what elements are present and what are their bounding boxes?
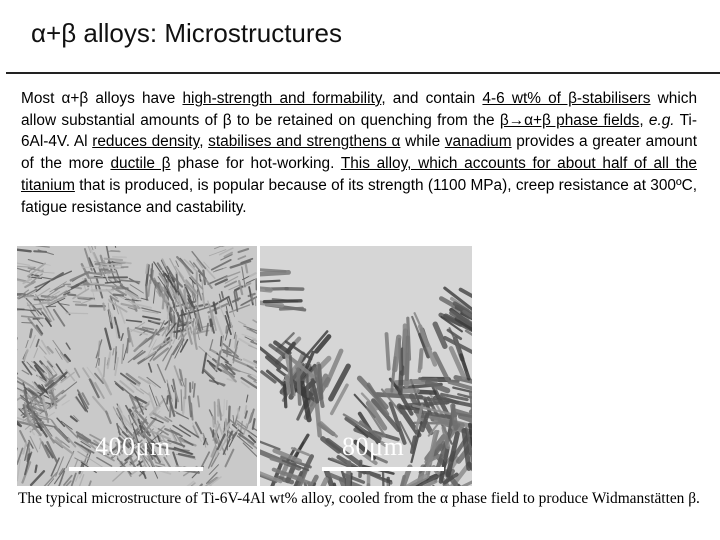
text-run: while <box>400 133 445 151</box>
underlined-phrase: reduces density <box>92 133 200 151</box>
underlined-phrase: 4-6 wt% of β-stabilisers <box>482 90 651 107</box>
text-run: that is produced, is popular because of its strength (1100 MPa), creep resistance at 300ºC, fatigue resistance and castability. <box>21 176 697 216</box>
underlined-phrase: high-strength and formability <box>182 90 382 107</box>
micrograph-low-magnification <box>17 246 257 486</box>
title-divider <box>6 72 720 74</box>
underlined-phrase: stabilises and strengthens α <box>208 133 401 151</box>
underlined-phrase: vanadium <box>444 133 512 151</box>
italic-phrase: e.g. <box>648 111 675 129</box>
scale-label-right: 80μm <box>342 432 405 461</box>
scale-bar-right <box>322 467 444 471</box>
underlined-phrase: This alloy, which accounts for about half of all the titanium <box>21 155 697 194</box>
body-paragraph <box>21 88 697 218</box>
text-run: provides a greater amount of the more <box>21 133 698 173</box>
micrograph-high-magnification <box>260 246 472 486</box>
text-run: Most α+β alloys have <box>21 90 183 107</box>
underlined-phrase: β→α+β phase fields <box>499 111 640 129</box>
text-run: Ti-6Al-4V. Al <box>21 111 697 151</box>
text-run: , and contain <box>381 90 483 107</box>
scale-label-left: 400μm <box>95 432 171 461</box>
slide-title: α+β alloys: Microstructures <box>31 18 343 48</box>
text-run: phase for hot-working. <box>170 155 341 173</box>
text-run: , <box>639 111 649 129</box>
underlined-phrase: ductile β <box>110 155 171 173</box>
text-run: which allow substantial amounts of β to be retained on quenching from the <box>21 90 697 129</box>
figure-caption: The typical microstructure of Ti-6V-4Al wt% alloy, cooled from the α phase field to produce Widmanstätten β. <box>18 490 700 507</box>
scale-bar-left <box>69 467 203 471</box>
text-run: , <box>199 133 209 151</box>
